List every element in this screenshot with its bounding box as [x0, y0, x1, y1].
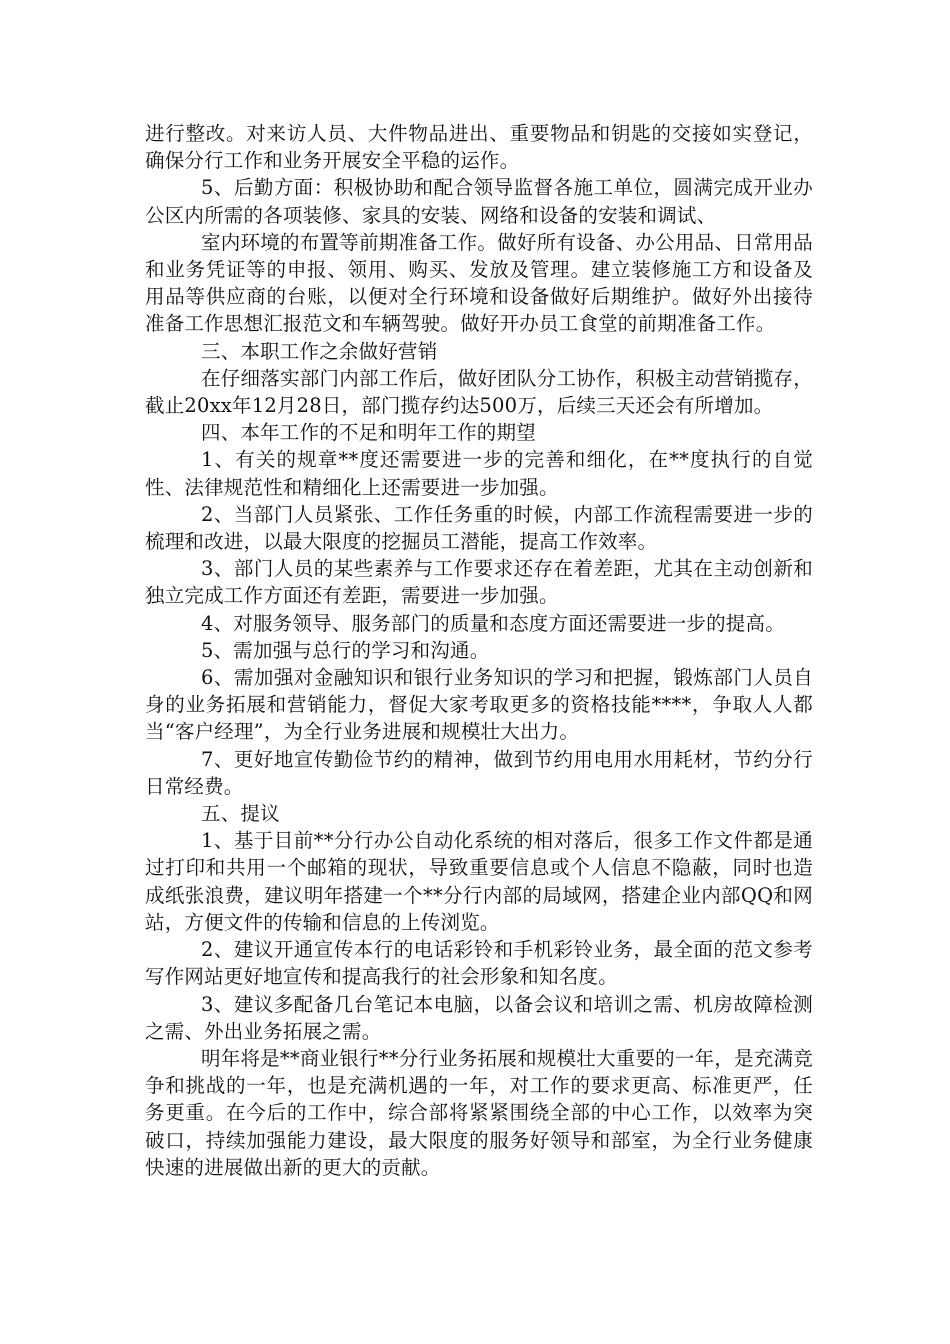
paragraph-intro-continuation: 进行整改。对来访人员、大件物品进出、重要物品和钥匙的交接如实登记，确保分行工作和业务开展安全平稳的运作。 — [145, 122, 813, 173]
paragraph-conclusion: 明年将是**商业银行**分行业务拓展和规模壮大重要的一年，是充满竞争和挑战的一年，也是充满机遇的一年，对工作的要求更高、标准更严，任务更重。在今后的工作中，综合部将紧紧围绕全部的中心工作，以效率为突破口，持续加强能力建设，最大限度的服务好领导和部室，为全行业务健康快速的进展做出新的更大的贡献。 — [145, 1046, 813, 1179]
paragraph-office-environment: 室内环境的布置等前期准备工作。做好所有设备、办公用品、日常用品和业务凭证等的申报、领用、购买、发放及管理。建立装修施工方和设备及用品等供应商的台账，以便对全行环境和设备做好后期维护。做好外出接待准备工作思想汇报范文和车辆驾驶。做好开办员工食堂的前期准备工作。 — [145, 230, 813, 336]
list-item-suggestion-1: 1、基于目前**分行办公自动化系统的相对落后，很多工作文件都是通过打印和共用一个邮箱的现状，导致重要信息或个人信息不隐蔽，同时也造成纸张浪费，建议明年搭建一个**分行内部的局域网，搭建企业内部QQ和网站，方便文件的传输和信息的上传浏览。 — [145, 829, 813, 934]
list-item-suggestion-2: 2、建议开通宣传本行的电话彩铃和手机彩铃业务，最全面的范文参考写作网站更好地宣传和提高我行的社会形象和知名度。 — [145, 938, 813, 989]
section-heading-suggestions: 五、提议 — [201, 802, 280, 826]
document-body — [145, 120, 813, 1181]
paragraph-marketing: 在仔细落实部门内部工作后，做好团队分工协作，积极主动营销揽存，截止20xx年12月28日，部门揽存约达500万，后续三天还会有所增加。 — [145, 366, 813, 418]
paragraph-logistics: 5、后勤方面：积极协助和配合领导监督各施工单位，圆满完成开业办公区内所需的各项装修、家具的安装、网络和设备的安装和调试、 — [145, 176, 813, 227]
list-item-shortcoming-6: 6、需加强对金融知识和银行业务知识的学习和把握，锻炼部门人员自身的业务拓展和营销能力，督促大家考取更多的资格技能****，争取人人都当“客户经理”，为全行业务进展和规模壮大出力。 — [145, 666, 813, 744]
list-item-shortcoming-1: 1、有关的规章**度还需要进一步的完善和细化，在**度执行的自觉性、法律规范性和精细化上还需要进一步加强。 — [145, 448, 813, 499]
list-item-shortcoming-3: 3、部门人员的某些素养与工作要求还存在着差距，尤其在主动创新和独立完成工作方面还有差距，需要进一步加强。 — [145, 557, 813, 608]
list-item-shortcoming-5: 5、需加强与总行的学习和沟通。 — [201, 638, 490, 662]
section-heading-marketing: 三、本职工作之余做好营销 — [201, 339, 438, 363]
list-item-suggestion-3: 3、建议多配备几台笔记本电脑，以备会议和培训之需、机房故障检测之需、外出业务拓展之需。 — [145, 992, 813, 1043]
list-item-shortcoming-2: 2、当部门人员紧张、工作任务重的时候，内部工作流程需要进一步的梳理和改进，以最大限度的挖掘员工潜能，提高工作效率。 — [145, 502, 813, 554]
list-item-shortcoming-4: 4、对服务领导、服务部门的质量和态度方面还需要进一步的提高。 — [201, 611, 785, 635]
section-heading-shortcomings: 四、本年工作的不足和明年工作的期望 — [201, 421, 536, 445]
list-item-shortcoming-7: 7、更好地宣传勤俭节约的精神，做到节约用电用水用耗材，节约分行日常经费。 — [145, 747, 813, 798]
